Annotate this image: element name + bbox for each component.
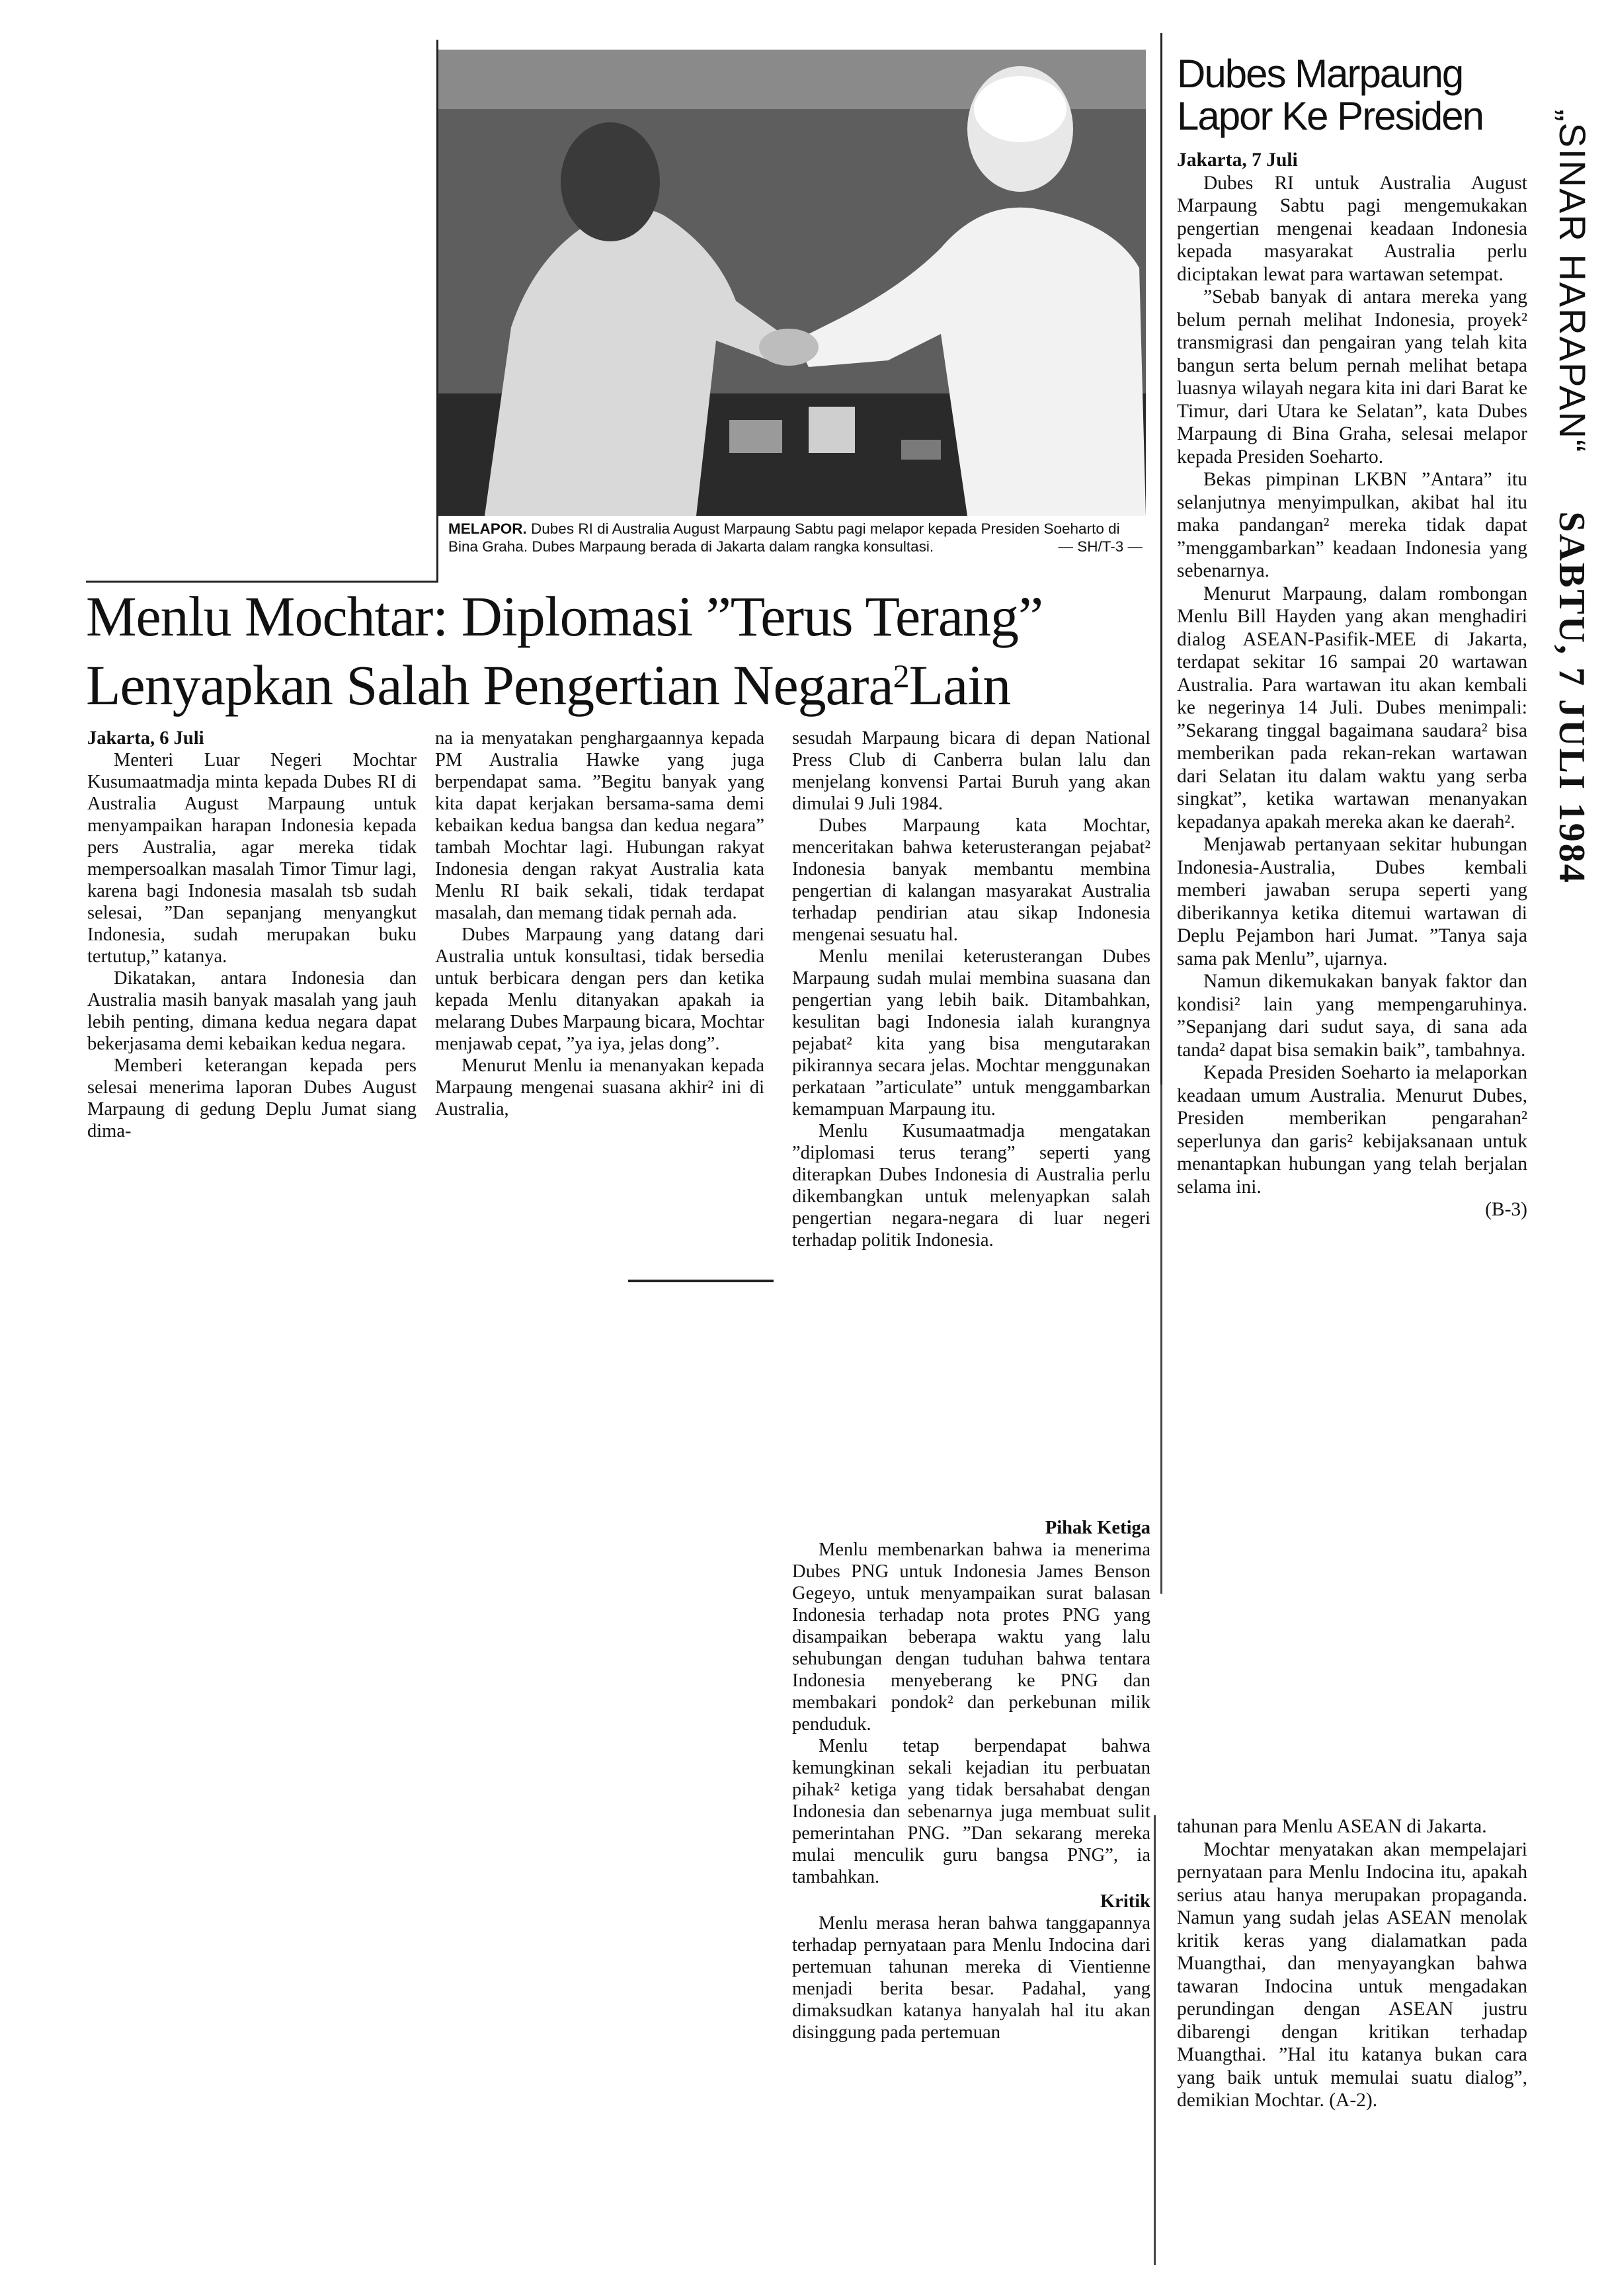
masthead [1546,109,1605,936]
article-continuation [1177,1815,1527,2112]
paragraph: Dubes Marpaung kata Mochtar, menceritakan bahwa keterusterangan pejabat² Indonesia banyak membantu membina pengertian di kalangan masyarakat Australia terhadap pendirian atau sikap Indonesia mengenai sesuatu hal. [792,815,1150,945]
paragraph: Dikatakan, antara Indonesia dan Australia masih banyak masalah yang jauh lebih penting, dimana kedua negara dapat bekerjasama demi kebaikan kedua negara. [87,968,417,1054]
caption-lead: MELAPOR. [448,520,527,537]
headline-line1: Menlu Mochtar: Diplomasi ”Terus Terang” [86,585,1043,648]
masthead-rotated [1545,109,1599,885]
side-article-dateline: Jakarta, 7 Juli [1177,149,1298,171]
caption-text: Dubes RI di Australia August Marpaung Sabtu pagi melapor kepada Presiden Soeharto di Bina Graha. Dubes Marpaung berada di Jakarta dalam rangka konsultasi. [448,520,1120,555]
photo-credit: — SH/T-3 — [1058,538,1143,555]
paragraph: Menurut Marpaung, dalam rombongan Menlu Bill Hayden yang akan menghadiri dialog ASEAN-Pasifik-MEE di Jakarta, terdapat sekitar 16 sampai 20 wartawan Australia. Para wartawan itu akan kembali ke negerinya 14 Juli. Dubes menimpali: ”Sekarang tinggal bagaimana saudara² bisa memberikan pada rekan-rekan wartawan dari Selatan itu dalam waktu yang serba singkat”, ketika wartawan menanyakan kepadanya apakah mereka akan ke daerah². [1177,583,1527,833]
article-column-1 [87,727,417,1142]
paragraph: Namun dikemukakan banyak faktor dan kondisi² lain yang mempengaruhinya. ”Sepanjang dari sudut saya, di sana ada tanda² dapat bisa semakin baik”, tambahnya. [1177,971,1527,1061]
paragraph: Menlu merasa heran bahwa tanggapannya terhadap pernyataan para Menlu Indocina dari pertemuan tahunan mereka di Vientienne menjadi berita besar. Padahal, yang dimaksudkan katanya hanyalah hal itu akan disinggung pada pertemuan [792,1913,1150,2043]
paragraph: tahunan para Menlu ASEAN di Jakarta. [1177,1816,1487,1837]
side-article-title [1177,53,1547,138]
paragraph: Menjawab pertanyaan sekitar hubungan Indonesia-Australia, Dubes kembali memberi jawaban serupa seperti yang diberikannya ketika ditemui wartawan di Deplu Pejambon hari Jumat. ”Tanya saja sama pak Menlu”, ujarnya. [1177,834,1527,969]
paragraph: Dubes Marpaung yang datang dari Australia untuk konsultasi, tidak bersedia untuk berbicara dengan pers dan ketika kepada Menlu ditanyakan apakah ia melarang Dubes Marpaung bicara, Mochtar menjawab cepat, ”ya iya, jelas dong”. [435,924,764,1054]
photo-caption [448,520,1143,555]
paragraph: Menteri Luar Negeri Mochtar Kusumaatmadja minta kepada Dubes RI di Australia August Marpaung untuk menyampaikan harapan Indonesia kepada pers Australia, agar mereka tidak mempersoalkan masalah Timor Timur lagi, karena bagi Indonesia masalah tsb sudah selesai, ”Dan sepanjang menyangkut Indonesia, sudah merupakan buku tertutup,” katanya. [87,750,417,967]
paragraph: na ia menyatakan penghargaannya kepada PM Australia Hawke yang juga berpendapat sama. ”Begitu banyak yang kita dapat kerjakan bersama-sama demi kebaikan kedua bangsa dan kedua negara” tambah Mochtar lagi. Hubungan rakyat Indonesia dengan rakyat Australia kata Menlu RI baik sekali, tidak terdapat masalah, dan memang tidak pernah ada. [435,728,764,923]
column-divider-rule-lower [1154,1815,1156,2265]
news-photo [438,50,1146,516]
side-box-rule [1160,1085,1162,1594]
subheading-pihak-ketiga: Pihak Ketiga [1045,1518,1150,1538]
handshake-photo-illustration [438,50,1146,516]
paragraph: Bekas pimpinan LKBN ”Antara” itu selanjutnya menyimpulkan, akibat hal itu maka pandangan² mereka tidak dapat ”menggambarkan” keadaan Indonesia yang sebenarnya. [1177,469,1527,581]
subheading-kritik: Kritik [1100,1891,1150,1912]
paragraph: Memberi keterangan kepada pers selesai menerima laporan Dubes August Marpaung di gedung Deplu Jumat siang dima- [87,1055,417,1141]
paragraph: ”Sebab banyak di antara mereka yang belum pernah melihat Indonesia, proyek² transmigrasi dan pengairan yang telah kita bangun serta belum pernah melihat betapa luasnya wilayah negara kita ini dari Barat ke Timur, dari Utara ke Selatan”, kata Dubes Marpaung di Bina Graha, selesai melapor kepada Presiden Soeharto. [1177,286,1527,468]
paragraph: Menlu Kusumaatmadja mengatakan ”diplomasi terus terang” seperti yang diterapkan Dubes Indonesia di Australia perlu dikembangkan untuk melenyapkan salah pengertian negara-negara di luar negeri terhadap politik Indonesia. [792,1121,1150,1250]
side-title-line1: Dubes Marpaung [1177,52,1463,96]
paragraph: Menlu menilai keterusterangan Dubes Marpaung sudah mulai membina suasana dan pengertian yang lebih baik. Ditambahkan, kesulitan bagi Indonesia ialah kurangnya pejabat² kita yang bisa mengutarakan pikirannya secara jelas. Mochtar menggunakan perkataan ”articulate” untuk menggambarkan kemampuan Marpaung itu. [792,946,1150,1120]
side-article-body [1177,149,1527,1221]
paragraph: Menlu membenarkan bahwa ia menerima Dubes PNG untuk Indonesia James Benson Gegeyo, untuk menyampaikan surat balasan Indonesia terhadap nota protes PNG yang disampaikan beberapa waktu yang lalu sehubungan dengan tuduhan bahwa tentara Indonesia menyeberang ke PNG dan membakari pondok² dan perkebunan milik penduduk. [792,1539,1150,1735]
paragraph: Menlu tetap berpendapat bahwa kemungkinan sekali kejadian itu perbuatan pihak² ketiga yang tidak bersahabat dengan Indonesia dan sebenarnya juga membuat sulit pemerintahan PNG. ”Dan sekarang mereka mulai menculik guru bangsa PNG”, ia tambahkan. [792,1736,1150,1887]
article-column-3-lower [792,1514,1150,2043]
side-title-line2: Lapor Ke Presiden [1177,94,1483,138]
article-column-3 [792,727,1150,1251]
headline-line2: Lenyapkan Salah Pengertian Negara$^2$Lain [86,653,1011,717]
side-article-signature: (B-3) [1485,1199,1527,1220]
paragraph: Dubes RI untuk Australia August Marpaung Sabtu pagi mengemukakan pengertian mengenai keadaan Indonesia kepada masyarakat Australia perlu diciptakan lewat para wartawan setempat. [1177,172,1527,285]
article-column-2 [435,727,764,1120]
paragraph: Menurut Menlu ia menanyakan kepada Marpaung mengenai suasana akhir² ini di Australia, [435,1055,764,1120]
paragraph: Kepada Presiden Soeharto ia melaporkan keadaan umum Australia. Menurut Dubes, Presiden memberikan pengarahan² seperlunya dan garis² kebijaksanaan untuk menantapkan hubungan yang telah berjalan selama ini. [1177,1062,1527,1198]
paragraph: sesudah Marpaung bicara di depan National Press Club di Canberra bulan lalu dan menjelang konvensi Partai Buruh yang akan dimulai 9 Juli 1984. [792,728,1150,814]
column-end-rule [628,1280,774,1282]
article-dateline: Jakarta, 6 Juli [87,728,204,749]
issue-date: SABTU, 7 JULI 1984 [1551,511,1592,885]
paper-name: „SINAR HARAPAN“ [1552,109,1593,454]
main-headline [86,582,1157,719]
column-divider-rule [1160,33,1162,1197]
paragraph: Mochtar menyatakan akan mempelajari pernyataan para Menlu Indocina itu, apakah serius atau hanya merupakan propaganda. Namun yang sudah jelas ASEAN menolak kritik keras yang dialamatkan pada Muangthai, dan menyayangkan bahwa tawaran Indocina untuk mengadakan perundingan dengan ASEAN justru dibarengi dengan kritikan terhadap Muangthai. ”Hal itu katanya bukan cara yang baik untuk memulai suatu dialog”, demikian Mochtar. (A-2). [1177,1838,1527,2111]
